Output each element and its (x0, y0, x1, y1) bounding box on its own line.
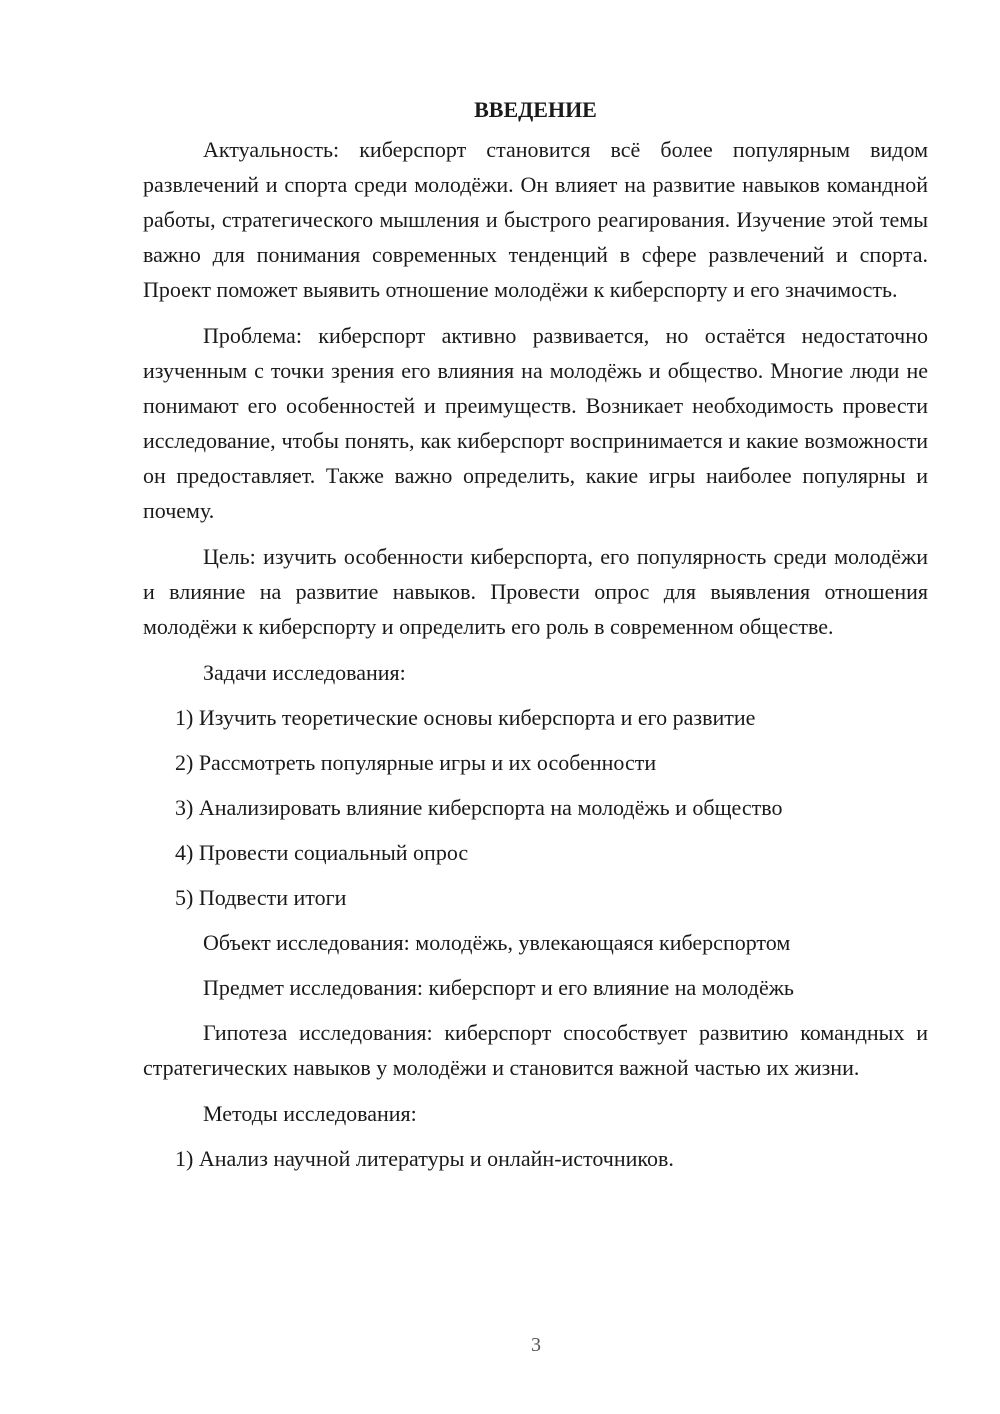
page-number: 3 (531, 1334, 541, 1356)
list-item: 2) Рассмотреть популярные игры и их особенности (175, 750, 657, 775)
list-item: 1) Анализ научной литературы и онлайн-источников. (175, 1146, 674, 1171)
research-object: Объект исследования: молодёжь, увлекающаяся киберспортом (203, 930, 791, 955)
research-subject: Предмет исследования: киберспорт и его влияние на молодёжь (203, 975, 794, 1000)
goal-paragraph: Цель: изучить особенности киберспорта, его популярность среди молодёжи и влияние на развитие навыков. Провести опрос для выявления отношения молодёжи к киберспорту и определить его роль в современном обществе. (143, 544, 928, 639)
list-item: 5) Подвести итоги (175, 885, 347, 910)
section-heading: ВВЕДЕНИЕ (474, 97, 597, 122)
relevance-paragraph: Актуальность: киберспорт становится всё более популярным видом развлечений и спорта среди молодёжи. Он влияет на развитие навыков командной работы, стратегического мышления и быстрого реагирования. Изучение этой темы важно для понимания современных тенденций в сфере развлечений и спорта. Проект поможет выявить отношение молодёжи к киберспорту и его значимость. (143, 137, 928, 302)
methods-label: Методы исследования: (203, 1101, 417, 1126)
tasks-label: Задачи исследования: (203, 660, 406, 685)
list-item: 1) Изучить теоретические основы киберспорта и его развитие (175, 705, 756, 730)
list-item: 4) Провести социальный опрос (175, 840, 469, 865)
list-item: 3) Анализировать влияние киберспорта на молодёжь и общество (175, 795, 783, 820)
tasks-list (143, 700, 928, 915)
methods-list (143, 1141, 928, 1176)
hypothesis-paragraph: Гипотеза исследования: киберспорт способствует развитию командных и стратегических навыков у молодёжи и становится важной частью их жизни. (143, 1020, 928, 1080)
document-page (143, 92, 928, 1186)
problem-paragraph: Проблема: киберспорт активно развивается, но остаётся недостаточно изученным с точки зрения его влияния на молодёжь и общество. Многие люди не понимают его особенностей и преимуществ. Возникает необходимость провести исследование, чтобы понять, как киберспорт воспринимается и какие возможности он предоставляет. Также важно определить, какие игры наиболее популярны и почему. (143, 323, 928, 523)
